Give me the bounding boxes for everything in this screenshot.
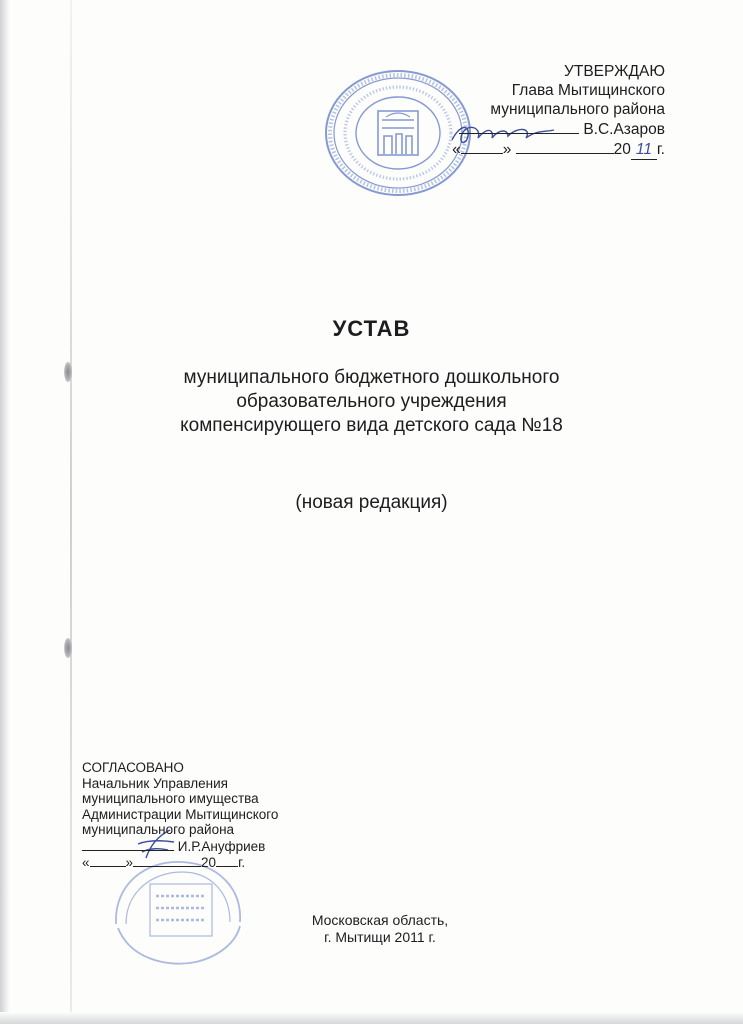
date-open-quote: « bbox=[452, 141, 461, 158]
date-close-quote: » bbox=[125, 855, 134, 870]
document-edition: (новая редакция) bbox=[295, 492, 448, 513]
month-blank bbox=[133, 854, 201, 867]
approval-position-line: Глава Мытищинского bbox=[511, 82, 665, 99]
signature-blank bbox=[459, 119, 579, 134]
agreement-heading: СОГЛАСОВАНО bbox=[82, 760, 184, 775]
place-line: г. Мытищи 2011 г. bbox=[324, 929, 436, 945]
year-suffix: 11 bbox=[631, 140, 657, 160]
subtitle-line: муниципального бюджетного дошкольного bbox=[183, 367, 560, 388]
approval-signatory: В.С.Азаров bbox=[583, 121, 665, 138]
document-subtitle bbox=[0, 366, 743, 438]
subtitle-line: образовательного учреждения bbox=[236, 391, 507, 412]
page-bottom-edge bbox=[0, 1012, 743, 1024]
year-unit: г. bbox=[238, 855, 246, 870]
signature-blank bbox=[82, 838, 174, 851]
approval-position-line: муниципального района bbox=[490, 101, 665, 118]
binder-hole bbox=[64, 638, 72, 658]
date-open-quote: « bbox=[82, 855, 90, 870]
agreement-position-line: муниципального района bbox=[82, 822, 235, 837]
document-title: УСТАВ bbox=[332, 316, 411, 341]
agreement-position-line: Администрации Мытищинского bbox=[82, 806, 279, 822]
agreement-date-line bbox=[82, 854, 278, 871]
month-blank bbox=[516, 139, 614, 154]
subtitle-line: компенсирующего вида детского сада №18 bbox=[180, 415, 563, 436]
place-line: Московская область, bbox=[311, 912, 449, 928]
year-prefix: 20 bbox=[201, 855, 217, 870]
agreement-block bbox=[82, 760, 278, 871]
agreement-signatory: И.Р.Ануфриев bbox=[177, 838, 266, 854]
year-unit: г. bbox=[656, 141, 665, 158]
approval-block bbox=[452, 62, 665, 160]
date-close-quote: » bbox=[502, 141, 512, 158]
year-blank bbox=[216, 854, 238, 867]
approval-date-line bbox=[452, 139, 665, 160]
agreement-signature-line bbox=[82, 838, 278, 855]
day-blank bbox=[90, 854, 126, 867]
approval-signature-line bbox=[452, 119, 665, 139]
approval-heading: УТВЕРЖДАЮ bbox=[564, 63, 665, 80]
agreement-position-line: Начальник Управления bbox=[82, 775, 228, 791]
agreement-position-line: муниципального имущества bbox=[82, 791, 259, 806]
place-and-year bbox=[0, 912, 743, 946]
year-prefix: 20 bbox=[613, 141, 631, 158]
day-blank bbox=[461, 139, 503, 154]
